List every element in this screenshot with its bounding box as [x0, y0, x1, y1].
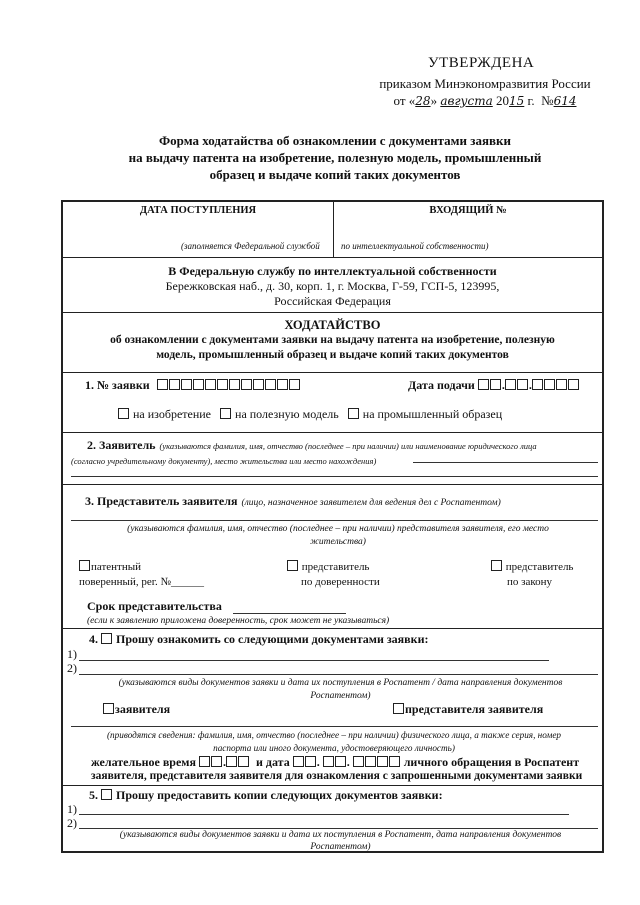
approval-date: от «28» августа 2015 г. №614 [393, 93, 577, 108]
legal-rep-checkbox[interactable] [491, 560, 502, 571]
header-note-right: по интеллектуальной собственности) [341, 241, 489, 251]
term-note: (если к заявлению приложена доверенность, срок может не указываться) [87, 616, 390, 626]
term-label: Срок представительства [87, 599, 222, 613]
person-info-line[interactable] [71, 726, 598, 727]
proxy-option[interactable]: представитель по доверенности [287, 560, 380, 590]
utility-model-checkbox[interactable] [220, 408, 231, 419]
person-info-note: (приводятся сведения: фамилия, имя, отчество (последнее – при наличии) физического лица, а также серия, номер паспорта или иного документа, удостоверяющего личность) [107, 730, 561, 753]
review-doc-note: (указываются виды документов заявки и дата их поступления в Роспатент / дата направления документов Роспатентом) [118, 678, 563, 701]
review-by-representative[interactable]: представителя заявителя [393, 702, 543, 717]
patent-attorney-option[interactable]: патентный поверенный, рег. №______ [79, 561, 204, 588]
approval-number: 614 [553, 94, 577, 108]
representative-label: 3. Представитель заявителя [85, 494, 238, 508]
invention-checkbox[interactable] [118, 408, 129, 419]
applicant-input-line[interactable] [413, 462, 598, 463]
approval-year: 15 [509, 94, 525, 108]
request-review-checkbox[interactable] [101, 633, 112, 644]
incoming-no-label: ВХОДЯЩИЙ № [429, 205, 507, 216]
application-number-row: 1. № заявки [85, 378, 301, 393]
visit-time-boxes[interactable]: . [199, 755, 250, 769]
representative-input-line[interactable] [71, 520, 598, 521]
copy-doc-note: (указываются виды документов заявки и дата их поступления в Роспатент, дата направления документов Роспатентом) [119, 830, 562, 852]
review-doc-line-2[interactable] [79, 674, 598, 675]
approval-block [350, 55, 620, 110]
patent-attorney-checkbox[interactable] [79, 560, 90, 571]
request-review-row: 4. Прошу ознакомить со следующими документами заявки: [89, 632, 429, 646]
form-title: Форма ходатайства об ознакомлении с документами заявки на выдачу патента на изобретение, полезную модель, промышленный образец и выдаче копий таких документов [128, 133, 542, 182]
term-input-line[interactable] [233, 613, 346, 614]
filing-date-boxes[interactable]: . . [478, 378, 580, 392]
petition-title: ХОДАТАЙСТВО [284, 318, 381, 332]
approval-month: августа [440, 94, 493, 108]
review-by-applicant[interactable]: заявителя [103, 702, 170, 717]
visit-time-row: желательное время . и дата . . личного обращения в Роспатент [91, 755, 580, 769]
header-note-left: (заполняется Федеральной службой [181, 241, 320, 251]
review-representative-checkbox[interactable] [393, 703, 404, 714]
visit-purpose: заявителя, представителя заявителя для ознакомления с запрошенными документами заявки [91, 770, 583, 782]
applicant-section: 2. Заявитель (указываются фамилия, имя, отчество (последнее – при наличии) или наименование юридического лица (согласно учредительному документу), место жительства или место нахождения) [71, 438, 537, 466]
petition-block: ХОДАТАЙСТВО об ознакомлении с документами заявки на выдачу патента на изобретение, полезную модель, промышленный образец и выдаче копий таких документов [63, 318, 602, 363]
application-number-boxes[interactable] [157, 378, 301, 392]
approval-order: приказом Минэкономразвития России [379, 76, 591, 91]
industrial-design-checkbox[interactable] [348, 408, 359, 419]
filing-date-row: Дата подачи . . [408, 378, 580, 393]
proxy-checkbox[interactable] [287, 560, 298, 571]
review-doc-line-1[interactable] [79, 660, 549, 661]
visit-date-boxes[interactable]: . . [293, 755, 401, 769]
representative-section: 3. Представитель заявителя (лицо, назначенное заявителем для ведения дел с Роспатентом) [85, 494, 501, 508]
copy-doc-line-1[interactable] [79, 814, 569, 815]
approval-title: УТВЕРЖДЕНА [428, 55, 535, 71]
application-type-row: на изобретение на полезную модель на промышленный образец [118, 407, 502, 422]
representative-note: (указываются фамилия, имя, отчество (последнее – при наличии) представителя заявителя, его место жительства) [127, 524, 549, 547]
request-copies-row: 5. Прошу предоставить копии следующих документов заявки: [89, 788, 443, 802]
addressee-block: В Федеральную службу по интеллектуальной собственности Бережковская наб., д. 30, корп. 1, г. Москва, Г-59, ГСП-5, 123995, Российская Федерация [165, 264, 500, 308]
review-applicant-checkbox[interactable] [103, 703, 114, 714]
date-received-label: ДАТА ПОСТУПЛЕНИЯ [139, 205, 257, 216]
legal-rep-option[interactable]: представитель по закону [491, 560, 573, 590]
applicant-label: 2. Заявитель [87, 438, 156, 452]
approval-day: 28 [415, 94, 431, 108]
request-copies-checkbox[interactable] [101, 789, 112, 800]
form-frame: ДАТА ПОСТУПЛЕНИЯ ВХОДЯЩИЙ № (заполняется Федеральной службой по интеллектуальной собственности) В Федеральную службу по интеллектуальной собственности Бережковская наб., д. 30, корп. 1, г. Москва, Г-59, ГСП-5, 123995, Российская Федерация ХОДАТАЙСТВО об ознакомлении с документами заявки на выдачу патента на изобретение, полезную модель, промышленный образец и выдаче копий таких документов 1. № заявки Дата подачи . . на изобретение на полезную модель на промышленный образец 2. Заявитель (указываются фамилия, имя, отчество (последнее – при наличии) или наименование юридического лица (согласно учредительному документу), место жительства или место нахождения) 3. Представитель заявителя (лицо, назначенное заявителем для ведения дел с Роспатентом) (указываются фамилия, имя, отчество (последнее – при наличии) представителя заявителя, его место жительства) патентный поверенный, рег. №______ представитель по доверенности представитель по закону Срок представительства (если к заявлению приложена доверенность, срок может не указываться) 4. Прошу ознакомить со следующими документами заявки: 1) 2) (указываются виды документов заявки и дата их поступления в Роспатент / дата направления документов Роспатентом) заявителя представителя заявителя (приводятся сведения: фамилия, имя, отчество (последнее – при наличии) физического лица, а также серия, номер паспорта или иного документа, удостоверяющего личность) желательное время . и дата . . личного обращения в Роспатент заявителя, представителя заявителя для ознакомления с запрошенными документами заявки 5. Прошу предоставить копии следующих документов заявки: 1) 2) (указываются виды документов заявки и дата их поступления в Роспатент, дата направления документов Роспатентом) [61, 200, 604, 853]
